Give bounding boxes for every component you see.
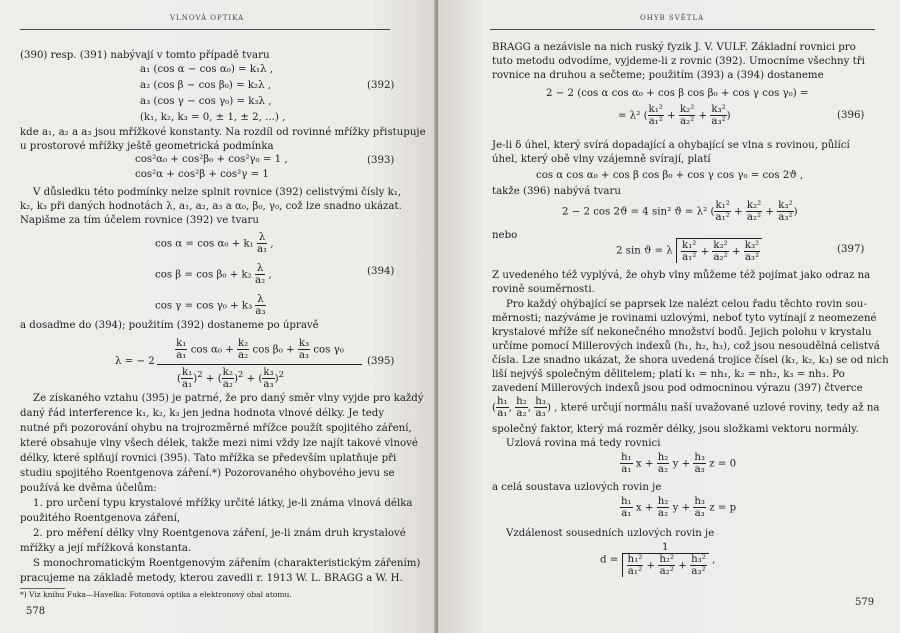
text-line: Je-li δ úhel, který svírá dopadající a ohybající se vlna s rovinou, půlící (492, 140, 850, 151)
equation-394-line: cos α = cos α₀ + k₁ $\frac{\lambda}{\text{a₁}}$ , (155, 232, 274, 255)
text-line: V důsledku této podmínky nelze splnit rovnice (392) celistvými čísly k₁, (33, 187, 402, 198)
text-line: zavedení Millerových indexů jsou pod odmocninou výrazu (397) čtverce (492, 383, 863, 394)
text-line: takže (396) nabývá tvaru (492, 186, 621, 197)
equation-line: 2 − 2 cos 2ϑ = 4 sin² ϑ = λ² ( $\frac{\text{k₁²}}{\text{a₁²}}$ + $\frac{\text{k₂²}}{\text{a₂²}}$ + $\frac{\text{k₃²}}{\text{a₃²}}$ ) (562, 200, 798, 223)
text-line: 2. pro měření délky vlny Roentgenova záření, je-li znám druh krystalové (33, 528, 406, 539)
equation-395: λ = − 2 $\frac{\text{k₁}}{\text{a₁}}$ cos α₀ + $\frac{\text{k₂}}{\text{a₂}}$ cos β₀ + $\frac{\text{k₃}}{\text{a₃}}$ cos γ₀ ( $\frac{\text{k₁}}{\text{a₁}}$ )$^2$ + ( $\frac{\text{k₂}}{\text{a₂}}$ )$^2$ + ( $\frac{\text{k₃}}{\text{a₃}}$ )$^2$ (115, 338, 355, 392)
square-root: $\frac{\text{k₁²}}{\text{a₁²}}$ + $\frac{\text{k₂²}}{\text{a₂²}}$ + $\frac{\text{k₃²}}{\text{a₃²}}$ (676, 238, 762, 263)
text-line: a celá soustava uzlových rovin je (492, 482, 662, 493)
right-page (438, 0, 900, 633)
text-line: Z uvedeného též vyplývá, že ohyb vlny můžeme též pojímat jako odraz na (492, 270, 871, 281)
equation-397: 2 sin ϑ = λ $\frac{\text{k₁²}}{\text{a₁²}}$ + $\frac{\text{k₂²}}{\text{a₂²}}$ + $\frac{\text{k₃²}}{\text{a₃²}}$ (616, 238, 762, 263)
text-line: nebo (492, 230, 518, 241)
running-head: VLNOVÁ OPTIKA (170, 14, 245, 22)
text-line: použitého Roentgenova záření, (20, 513, 181, 524)
text-line: kde a₁, a₂ a a₃ jsou mřížkové konstanty. Na rozdíl od rovinné mřížky přistupuje (20, 127, 426, 138)
left-page (0, 0, 436, 633)
fraction-bar (157, 364, 362, 365)
equation-number: (395) (367, 356, 395, 367)
text-line: mřížky a její mřížková konstanta. (20, 543, 192, 554)
text-line: rovině souměrnosti. (492, 284, 595, 295)
text-line: 1. pro určení typu krystalové mřížky určité látky, je-li známa vlnová délka (33, 498, 413, 509)
text-line: krystalové mříže síť nekonečného množství bodů. Jejich polohu v krystalu (492, 327, 872, 338)
text-line: daný řád interference k₁, k₂, k₃ jen jedna hodnota vlnové délky. Je tedy (20, 408, 385, 419)
header-rule (490, 29, 875, 30)
equation-line: $\frac{\text{h₁}}{\text{a₁}}$ x + $\frac{\text{h₂}}{\text{a₂}}$ y + $\frac{\text{h₃}}{\text{a₃}}$ z = p (621, 496, 737, 519)
equation-line: cos²α₀ + cos²β₀ + cos²γ₀ = 1 , (135, 154, 288, 165)
text-line: Ze získaného vztahu (395) je patrné, že pro daný směr vlny vyjde pro každý (33, 393, 424, 404)
fraction: $\frac{\lambda}{\text{a₁}}$ (257, 232, 268, 255)
footnote-rule (20, 588, 65, 589)
text-line: které obsahuje vlny všech délek, takže mezi nimi vždy lze najít takové vlnové (20, 438, 418, 449)
text-line: Uzlová rovina má tedy rovnici (506, 438, 661, 449)
text-line: společný faktor, který má rozměr délky, jsou složkami vektoru normály. (492, 424, 859, 435)
text-line: studiu spojitého Roentgenova záření.*) Pozorovaného ohybového jevu se (20, 468, 395, 479)
text-line: a dosaďme do (394); použitím (392) dostaneme po úpravě (20, 320, 319, 331)
text-line: (390) resp. (391) nabývají v tomto případě tvaru (20, 50, 270, 61)
equation-line: a₁ (cos α − cos α₀) = k₁λ , (140, 64, 274, 75)
text-line: tuto metodu odvodíme, vyjdeme-li z rovnic (392). Umocníme všechny tři (492, 56, 865, 67)
text-line: liší nejvýš společným dělitelem; platí k₁ = nh₁, k₂ = nh₂, k₃ = nh₃. Po (492, 369, 845, 380)
text-line: Napišme za tím účelem rovnice (392) ve tvaru (20, 215, 259, 226)
header-rule (20, 29, 390, 30)
text-line: Vzdálenost sousedních uzlových rovin je (506, 528, 715, 539)
text-line: měrnosti; nazýváme je rovinami uzlovými, neboť tyto vytínají z neomezené (492, 313, 877, 324)
fraction-denominator: ( $\frac{\text{k₁}}{\text{a₁}}$ )$^2$ + ( $\frac{\text{k₂}}{\text{a₂}}$ )$^2$ + ( $\frac{\text{k₃}}{\text{a₃}}$ )$^2$ (177, 367, 285, 390)
equation-394-line: cos β = cos β₀ + k₂ $\frac{\lambda}{\text{a₂}}$ , (155, 263, 272, 286)
text-line: u prostorové mřížky ještě geometrická podmínka (20, 141, 274, 152)
text-line: Pro každý ohýbající se paprsek lze nalézt celou řadu těchto rovin sou- (506, 299, 867, 310)
fraction: $\frac{\lambda}{\text{a₃}}$ (255, 294, 266, 317)
text-line: k₂, k₃ při daných hodnotách λ, a₁, a₂, a₃ a α₀, β₀, γ₀, což lze snadno ukázat. (20, 201, 402, 212)
text-line: délky, které splňují rovnici (395). Tato mřížka se především uplatňuje při (20, 453, 397, 464)
text-line: čísla. Lze snadno ukázat, že shora uvedená trojice čísel (k₁, k₂, k₃) se od nich (492, 355, 889, 366)
equation-line: cos²α + cos²β + cos²γ = 1 (135, 169, 269, 180)
equation-line: a₂ (cos β − cos β₀) = k₂λ , (140, 80, 272, 91)
equation-394-line: cos γ = cos γ₀ + k₃ $\frac{\lambda}{\text{a₃}}$ (155, 294, 266, 317)
text-line: S monochromatickým Roentgenovým zářením (charakteristickým zářením) (33, 558, 421, 569)
text-line: určíme pomocí Millerových indexů (h₁, h₂, h₃), což jsou nesoudělná celistvá (492, 341, 880, 352)
equation-number: (392) (367, 80, 395, 91)
page-number: 578 (26, 606, 46, 617)
equation-line: 2 − 2 (cos α cos α₀ + cos β cos β₀ + cos γ cos γ₀) = (546, 88, 809, 99)
equation-number: (393) (367, 155, 395, 166)
text-line: pracujeme na základě metody, kterou zavedli r. 1913 W. L. BRAGG a W. H. (20, 573, 403, 584)
equation-distance: d = 1 $\frac{\text{h₁²}}{\text{a₁²}}$ + $\frac{\text{h₂²}}{\text{a₂²}}$ + $\frac{\text{h₃²}}{\text{a₃²}}$ , (600, 542, 716, 577)
equation-396: = λ² ( $\frac{\text{k₁²}}{\text{a₁²}}$ + $\frac{\text{k₂²}}{\text{a₂²}}$ + $\frac{\text{k₃²}}{\text{a₃²}}$ ) (618, 104, 731, 127)
text-line: ( $\frac{\text{h₁}}{\text{a₁}}$ , $\frac{\text{h₂}}{\text{a₂}}$ , $\frac{\text{h₃}}{\text{a₃}}$ ) , které určují normálu naší uvažované uzlové roviny, tedy až na (492, 396, 880, 419)
equation-number: (397) (837, 244, 865, 255)
equation-line: a₃ (cos γ − cos γ₀) = k₃λ , (140, 96, 272, 107)
equation-number: (394) (367, 266, 395, 277)
text-line: BRAGG a nezávisle na nich ruský fyzik J. V. VULF. Základní rovnici pro (492, 42, 856, 53)
running-head: OHYB SVĚTLA (640, 14, 705, 22)
text-line: nutné při pozorování ohybu na trojrozměrné mřížce použít spojitého záření, (20, 423, 412, 434)
equation-line: cos α cos α₀ + cos β cos β₀ + cos γ cos γ₀ = cos 2ϑ , (536, 170, 804, 181)
fraction: $\frac{\lambda}{\text{a₂}}$ (255, 263, 266, 286)
text-line: rovnice na druhou a sečteme; použitím (393) a (394) dostaneme (492, 70, 824, 81)
equation-line: $\frac{\text{h₁}}{\text{a₁}}$ x + $\frac{\text{h₂}}{\text{a₂}}$ y + $\frac{\text{h₃}}{\text{a₃}}$ z = 0 (621, 452, 737, 475)
equation-line: (k₁, k₂, k₃ = 0, ± 1, ± 2, ...) , (140, 112, 286, 123)
square-root: $\frac{\text{h₁²}}{\text{a₁²}}$ + $\frac{\text{h₂²}}{\text{a₂²}}$ + $\frac{\text{h₃²}}{\text{a₃²}}$ (622, 554, 709, 577)
text-line: úhel, který obě vlny vzájemně svírají, platí (492, 154, 711, 165)
page-number: 579 (855, 597, 875, 608)
footnote: *) Viz knihu Fuka—Havelka: Fotonová optika a elektronový obal atomu. (20, 590, 292, 599)
fraction-numerator: $\frac{\text{k₁}}{\text{a₁}}$ cos α₀ + $\frac{\text{k₂}}{\text{a₂}}$ cos β₀ + $\frac{\text{k₃}}{\text{a₃}}$ cos γ₀ (176, 338, 344, 361)
equation-number: (396) (837, 110, 865, 121)
text-line: používá ke dvěma účelům: (20, 483, 157, 494)
